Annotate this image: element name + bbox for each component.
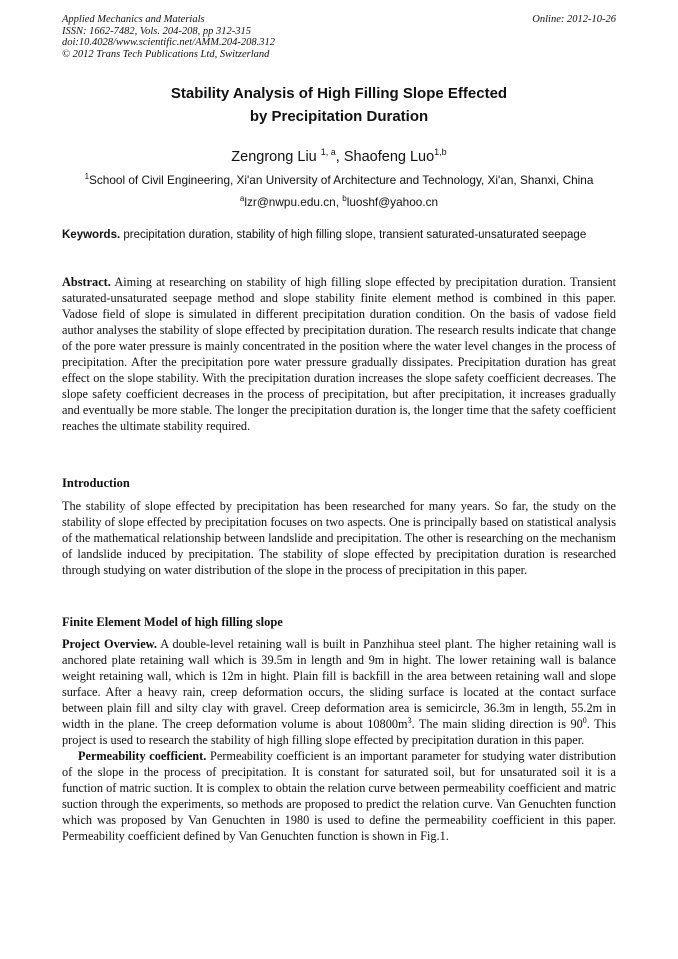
volume-exponent: 3 bbox=[407, 715, 412, 725]
journal-name: Applied Mechanics and Materials bbox=[62, 14, 205, 25]
email-separator: , bbox=[335, 194, 343, 209]
email-b[interactable]: luoshf@yahoo.cn bbox=[346, 194, 439, 209]
introduction-heading: Introduction bbox=[62, 476, 130, 490]
introduction-text: The stability of slope effected by precipitation has been researched for many years. So far, the study on the stability of slope effected by precipitation focuses on two aspects. One is principally based on statistical analysis of the mathematical relationship between landslide and precipitation. The other is researching on the mechanism of landslide induced by precipitation. The stability of slope effected by precipitation duration is researched through studying on water distribution of the slope in the process of precipitation in this paper. bbox=[62, 499, 616, 577]
affiliation bbox=[62, 169, 616, 188]
project-overview-label: Project Overview. bbox=[62, 637, 157, 651]
author-1-affil: 1, a bbox=[320, 147, 336, 157]
project-overview-paragraph bbox=[62, 636, 616, 748]
email-a-marker: a bbox=[239, 194, 245, 203]
introduction bbox=[62, 498, 616, 578]
author-separator: , bbox=[335, 148, 344, 165]
abstract-label: Abstract. bbox=[62, 275, 111, 289]
project-text-1: A double-level retaining wall is built in Panzhihua steel plant. The higher retaining wall is anchored plate retaining wall which is 39.5m in length and 9m in hight. The lower retaining wall is balance weight retaining wall, which is 12m in hight. Plain fill is backfill in the area between retaining wall and slope surface. After a heavy rain, creep deformation occurs, the sliding surface is located at the contact surface between plain fill and silty clay with gravel. Creep deformation area is semicircle, 36.3m in length, 55.2m in width in the plane. The creep deformation volume is about 10800m bbox=[62, 637, 616, 731]
doi-line: doi:10.4028/www.scientific.net/AMM.204-208.312 bbox=[62, 37, 275, 48]
online-date: Online: 2012-10-26 bbox=[532, 14, 616, 25]
journal-header bbox=[62, 14, 616, 60]
degree-marker: 0 bbox=[582, 715, 587, 725]
abstract bbox=[62, 274, 616, 434]
author-list bbox=[62, 142, 616, 167]
keywords-label: Keywords. bbox=[62, 229, 121, 241]
issn-line: ISSN: 1662-7482, Vols. 204-208, pp 312-315 bbox=[62, 25, 251, 37]
permeability-paragraph bbox=[62, 748, 616, 844]
project-text-2: . The main sliding direction is 90 bbox=[411, 717, 583, 731]
abstract-paragraph bbox=[62, 274, 616, 434]
paper-title bbox=[62, 82, 616, 128]
title-line-2: by Precipitation Duration bbox=[249, 108, 429, 125]
author-2: Shaofeng Luo bbox=[343, 148, 435, 165]
fem-section bbox=[62, 636, 616, 844]
permeability-label: Permeability coefficient. bbox=[78, 749, 207, 763]
keywords bbox=[62, 228, 616, 242]
email-list bbox=[62, 191, 616, 210]
copyright-line: © 2012 Trans Tech Publications Ltd, Switzerland bbox=[62, 48, 270, 60]
affiliation-number: 1 bbox=[84, 172, 90, 181]
abstract-text: Aiming at researching on stability of high filling slope effected by precipitation duration. Transient saturated-unsaturated seepage method and slope stability finite element method is combined in this paper. Vadose field of slope is simulated in different precipitation duration condition. On the basis of vadose field author analyses the stability of slope effected by precipitation duration. The research results indicate that change of the pore water pressure is mainly concentrated in the position where the water level changes in the process of precipitation. After the precipitation pore water pressure gradually dissipates. Precipitation duration has great effect on the slope stability. With the precipitation duration increases the slope safety coefficient decreases. The slope safety coefficient decreases in the process of precipitation, but after precipitation, it increases gradually and eventually be more stable. The longer the precipitation duration is, the longer time that the safety coefficient reaches the ultimate stability required. bbox=[62, 275, 616, 433]
keywords-text: precipitation duration, stability of high filling slope, transient saturated-unsaturated seepage bbox=[120, 229, 587, 241]
author-2-affil: 1,b bbox=[434, 147, 447, 157]
author-1: Zengrong Liu bbox=[231, 148, 317, 165]
fem-heading: Finite Element Model of high filling slope bbox=[62, 615, 283, 629]
email-b-marker: b bbox=[342, 194, 347, 203]
permeability-text: Permeability coefficient is an important parameter for studying water distribution of the slope in the process of precipitation. It is constant for saturated soil, but for unsaturated soil it is a function of matric suction. It is complex to obtain the relation curve between permeability coefficient and matric suction through the experiments, so methods are proposed to predict the relation curve. Van Genuchten function which was proposed by Van Genuchten in 1980 is used to define the permeability coefficient in this paper. Permeability coefficient defined by Van Genuchten function is shown in Fig.1. bbox=[62, 749, 616, 843]
email-a[interactable]: lzr@nwpu.edu.cn bbox=[244, 194, 336, 209]
affiliation-text: School of Civil Engineering, Xi'an University of Architecture and Technology, Xi'an, Shanxi, China bbox=[89, 172, 594, 187]
project-text-3: . This project is used to research the stability of high filling slope effected by precipitation duration in this paper. bbox=[62, 717, 617, 747]
title-line-1: Stability Analysis of High Filling Slope Effected bbox=[170, 85, 508, 102]
